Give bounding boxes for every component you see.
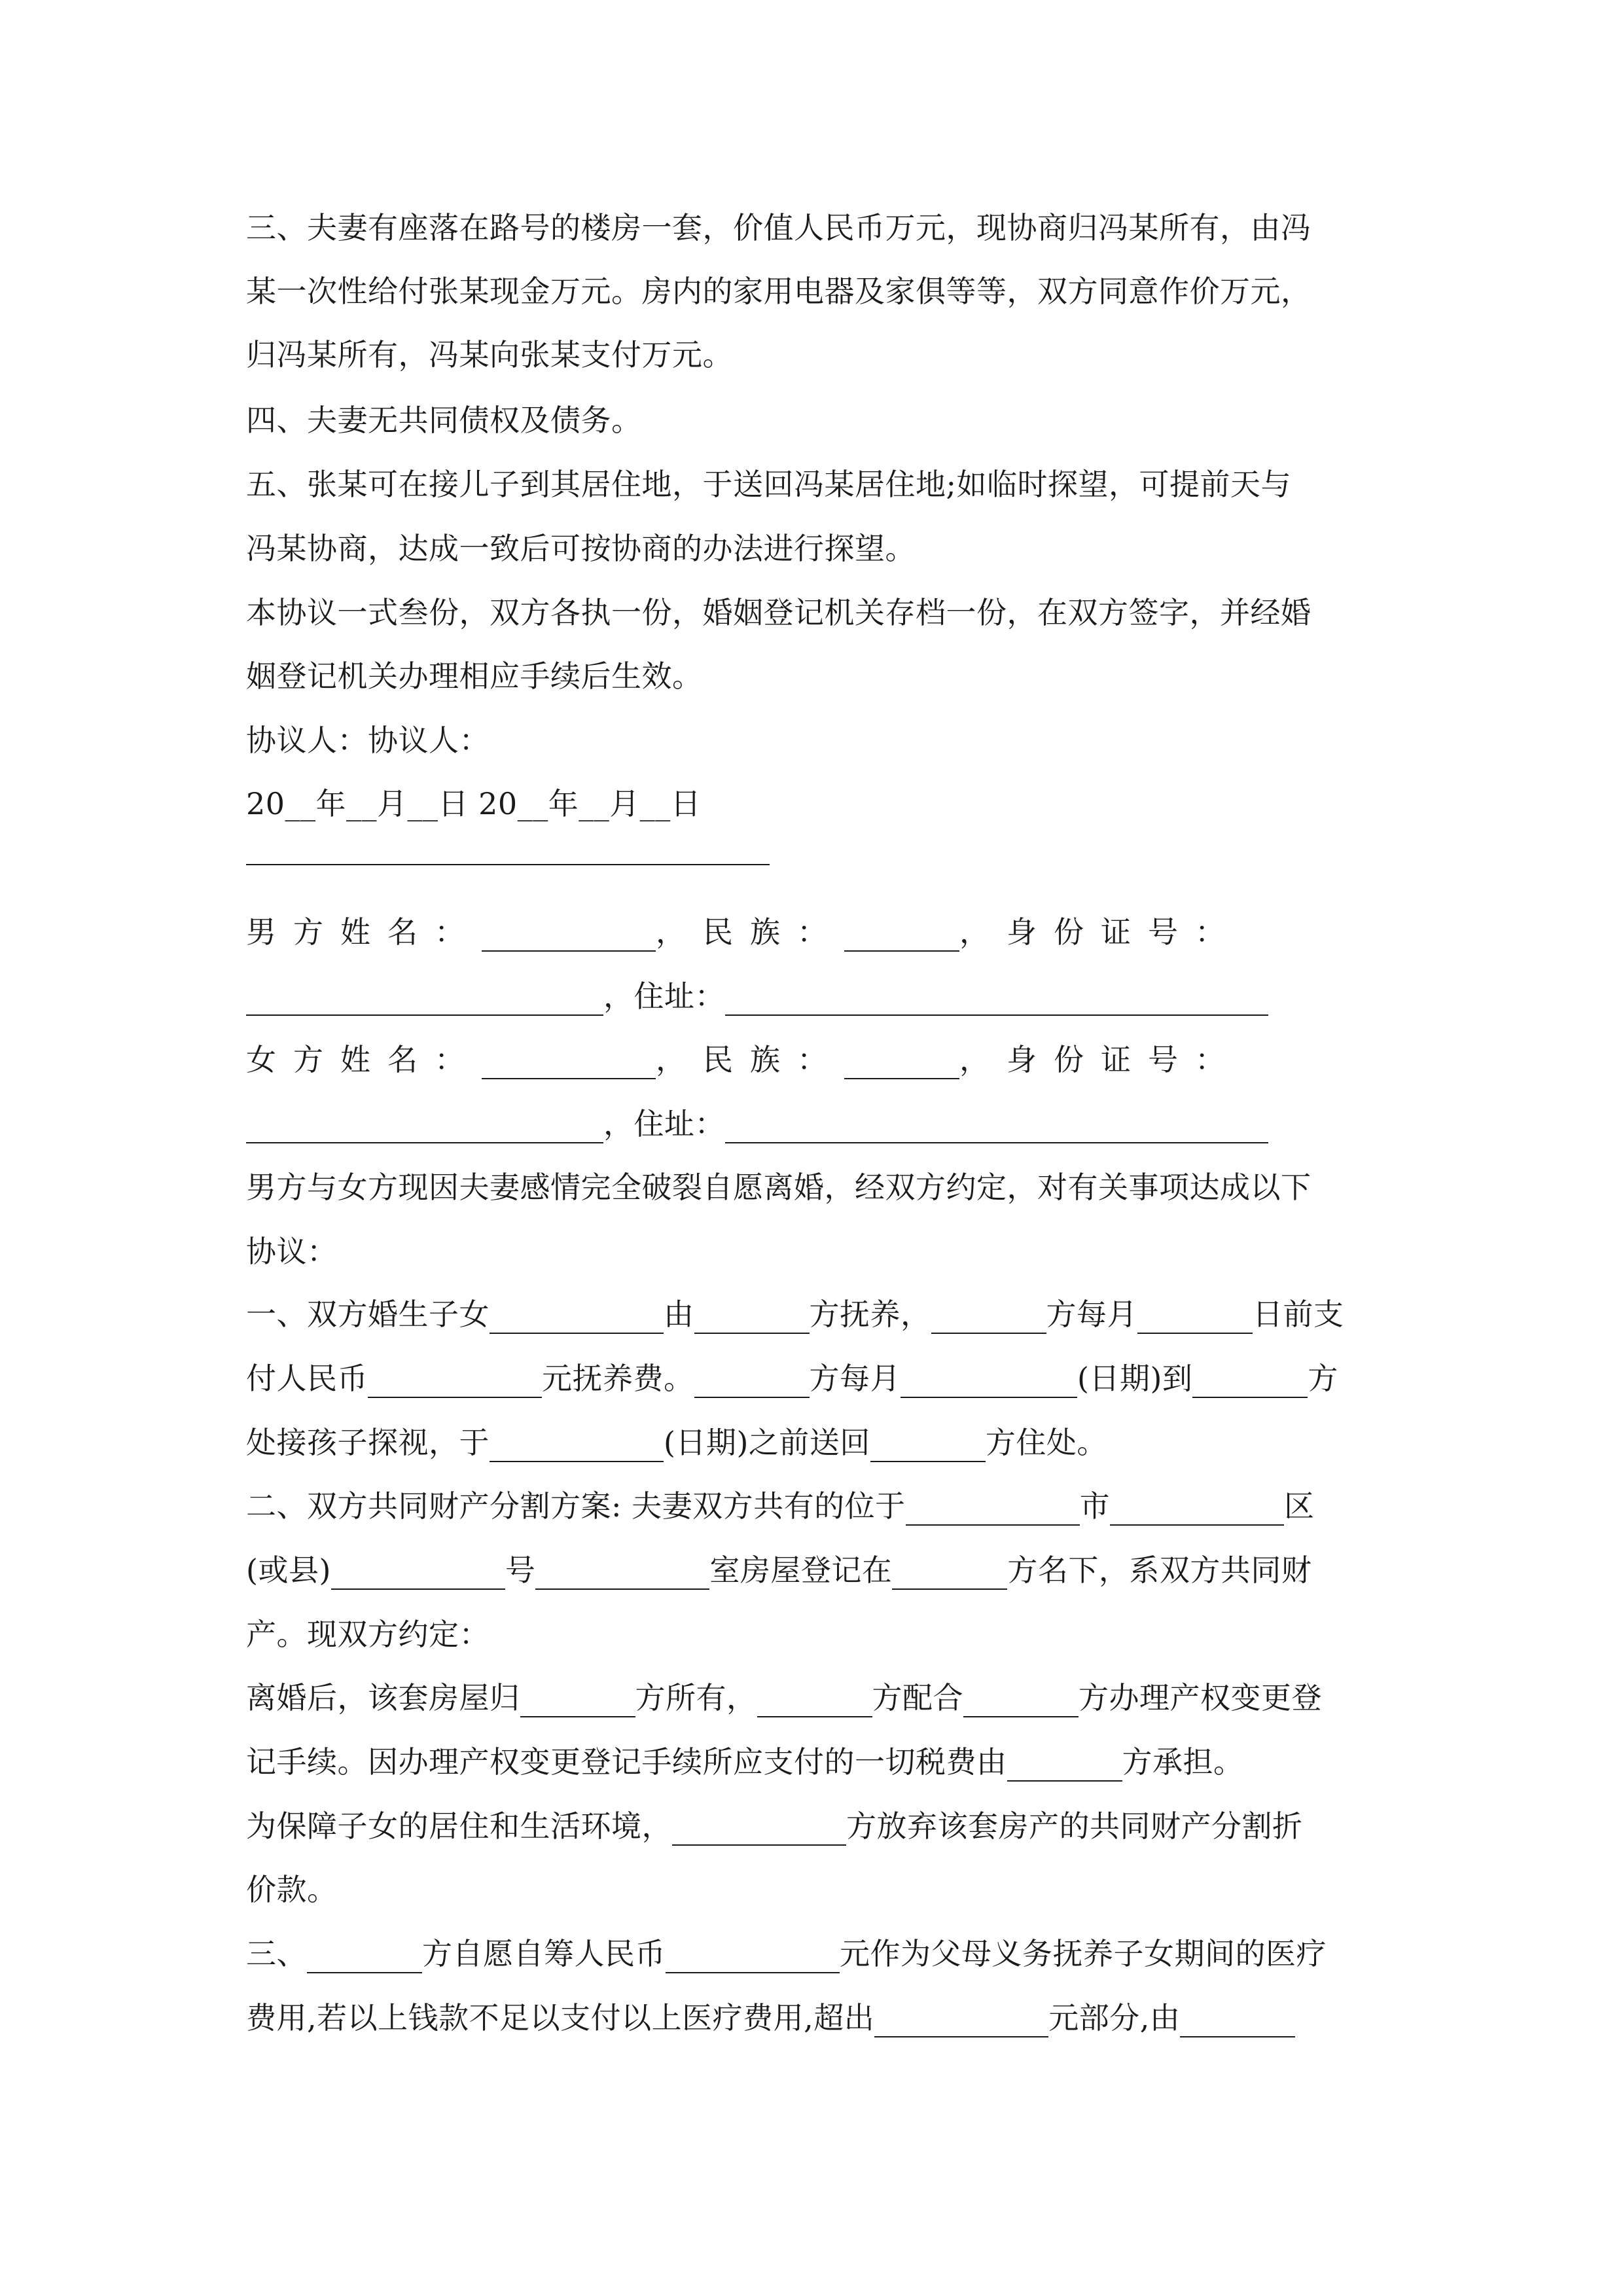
date-blank[interactable]: [490, 1429, 664, 1462]
text-segment: 室房屋登记在: [709, 1552, 893, 1588]
city-blank[interactable]: [906, 1493, 1080, 1526]
text-line: 男方与女方现因夫妻感情完全破裂自愿离婚，经双方约定，对有关事项达成以下: [246, 1170, 1311, 1205]
after-line-2: [246, 1742, 1244, 1782]
party-blank[interactable]: [757, 1685, 872, 1717]
text-segment: 处接孩子探视，于: [246, 1425, 490, 1460]
party-blank[interactable]: [1007, 1749, 1122, 1782]
male-info-line-2: [246, 977, 1268, 1016]
male-ethnic-blank[interactable]: [844, 919, 959, 952]
date-blank[interactable]: [901, 1365, 1077, 1398]
text-segment: 元作为父母义务抚养子女期间的医疗: [840, 1936, 1327, 1971]
date-line: 20__年__月__日 20__年__月__日: [246, 786, 702, 821]
party-blank[interactable]: [963, 1685, 1079, 1717]
signatory-line: 协议人：协议人：: [246, 723, 490, 758]
text-line: 产。现双方约定：: [246, 1617, 490, 1652]
day-blank[interactable]: [1137, 1301, 1253, 1334]
male-info-line-1: [246, 912, 1242, 952]
text-segment: 方承担。: [1122, 1744, 1244, 1780]
text-segment: 费用,若以上钱款不足以支付以上医疗费用,超出: [246, 2000, 875, 2036]
female-id-blank[interactable]: [246, 1111, 603, 1143]
clause2-line-1: [246, 1486, 1315, 1526]
text-segment: 一、双方婚生子女: [246, 1297, 490, 1332]
text-segment: 方每月: [809, 1361, 901, 1396]
text-segment: 三、: [246, 1936, 307, 1971]
text-segment: 方每月: [1046, 1297, 1137, 1332]
text-segment: 方抚养，: [809, 1297, 931, 1332]
text-segment: 记手续。因办理产权变更登记手续所应支付的一切税费由: [246, 1744, 1007, 1780]
text-segment: 方所有，: [635, 1680, 757, 1715]
male-ethnic-label: ，民族：: [656, 914, 844, 950]
text-segment: 号: [505, 1552, 536, 1588]
male-address-label: ，住址：: [603, 978, 725, 1014]
clause3-line-2: [246, 1998, 1295, 2037]
text-line: 冯某协商，达成一致后可按协商的办法进行探望。: [246, 531, 916, 566]
text-segment: 方办理产权变更登: [1079, 1680, 1322, 1715]
clause1-line-1: [246, 1295, 1344, 1334]
female-id-label: ，身份证号：: [959, 1042, 1242, 1077]
district-blank[interactable]: [1110, 1493, 1284, 1526]
child-blank[interactable]: [490, 1301, 664, 1334]
text-segment: 方: [1308, 1361, 1338, 1396]
after-line-3: [246, 1806, 1303, 1846]
party-blank[interactable]: [694, 1301, 810, 1334]
text-line: 协议：: [246, 1234, 338, 1269]
text-line: 某一次性给付张某现金万元。房内的家用电器及家俱等等，双方同意作价万元，: [246, 274, 1311, 309]
text-segment: (日期)之前送回: [664, 1425, 870, 1460]
text-segment: 付人民币: [246, 1361, 368, 1396]
text-segment: 方名下，系双方共同财: [1007, 1552, 1312, 1588]
after-line-1: [246, 1678, 1322, 1717]
party-blank[interactable]: [1192, 1365, 1308, 1398]
text-segment: 元部分,由: [1048, 2000, 1181, 2036]
male-name-blank[interactable]: [482, 919, 656, 952]
text-line: 本协议一式叁份，双方各执一份，婚姻登记机关存档一份，在双方签字，并经婚: [246, 595, 1311, 630]
female-name-label: 女方姓名：: [246, 1042, 482, 1077]
party-blank[interactable]: [672, 1813, 846, 1846]
text-segment: 为保障子女的居住和生活环境，: [246, 1808, 672, 1844]
text-segment: 市: [1079, 1488, 1111, 1524]
party-blank[interactable]: [892, 1557, 1007, 1590]
party-blank[interactable]: [931, 1301, 1046, 1334]
text-line: 归冯某所有，冯某向张某支付万元。: [246, 337, 733, 372]
female-info-line-1: [246, 1040, 1242, 1079]
text-segment: 元抚养费。: [542, 1361, 694, 1396]
amount-blank[interactable]: [666, 1941, 840, 1973]
text-segment: 离婚后，该套房屋归: [246, 1680, 520, 1715]
text-segment: (或县): [246, 1552, 331, 1588]
female-name-blank[interactable]: [482, 1047, 656, 1079]
text-segment: 方自愿自筹人民币: [422, 1936, 666, 1971]
text-segment: 方住处。: [985, 1425, 1107, 1460]
text-line: 四、夫妻无共同债权及债务。: [246, 403, 642, 438]
female-ethnic-label: ，民族：: [656, 1042, 844, 1077]
clause1-line-2: [246, 1359, 1338, 1398]
text-segment: (日期)到: [1077, 1361, 1193, 1396]
female-address-blank[interactable]: [725, 1111, 1268, 1143]
male-name-label: 男方姓名：: [246, 914, 482, 950]
clause3-line-1: [246, 1934, 1327, 1973]
party-blank[interactable]: [520, 1685, 635, 1717]
female-ethnic-blank[interactable]: [844, 1047, 959, 1079]
text-line: 价款。: [246, 1872, 338, 1907]
female-info-line-2: [246, 1104, 1268, 1143]
clause1-line-3: [246, 1423, 1107, 1462]
room-blank[interactable]: [535, 1557, 709, 1590]
number-blank[interactable]: [331, 1557, 505, 1590]
male-address-blank[interactable]: [725, 983, 1268, 1016]
party-blank[interactable]: [1180, 2005, 1295, 2037]
text-segment: 由: [664, 1297, 694, 1332]
party-blank[interactable]: [694, 1365, 810, 1398]
text-segment: 区: [1284, 1488, 1315, 1524]
text-line: 姻登记机关办理相应手续后生效。: [246, 658, 703, 694]
male-id-blank[interactable]: [246, 983, 603, 1016]
male-id-label: ，身份证号：: [959, 914, 1242, 950]
party-blank[interactable]: [307, 1941, 422, 1973]
text-segment: 方配合: [872, 1680, 963, 1715]
text-segment: 方放弃该套房产的共同财产分割折: [846, 1808, 1303, 1844]
text-line: 三、夫妻有座落在路号的楼房一套，价值人民币万元，现协商归冯某所有，由冯: [246, 210, 1311, 245]
party-blank[interactable]: [870, 1429, 986, 1462]
text-segment: 日前支: [1253, 1297, 1344, 1332]
amount-blank[interactable]: [874, 2005, 1048, 2037]
female-address-label: ，住址：: [603, 1106, 725, 1141]
amount-blank[interactable]: [368, 1365, 542, 1398]
text-line: 五、张某可在接儿子到其居住地，于送回冯某居住地;如临时探望，可提前天与: [246, 467, 1291, 502]
separator-rule: [246, 864, 770, 865]
text-segment: 二、双方共同财产分割方案: 夫妻双方共有的位于: [246, 1488, 906, 1524]
clause2-line-2: [246, 1551, 1311, 1590]
